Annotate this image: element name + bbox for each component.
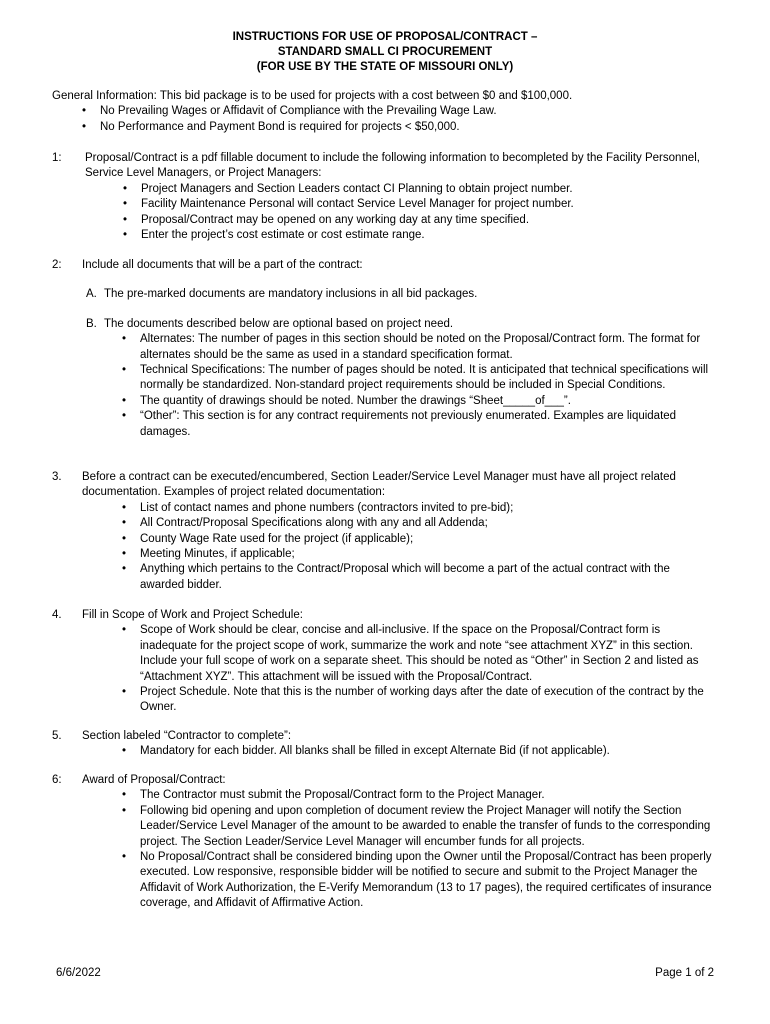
section-body bbox=[82, 729, 714, 760]
list-item: • Meeting Minutes, if applicable; bbox=[116, 547, 714, 562]
list-item: • List of contact names and phone numbers (contractors invited to pre-bid); bbox=[116, 501, 714, 516]
list-item: • Mandatory for each bidder. All blanks shall be filled in except Alternate Bid (if not applicable). bbox=[116, 744, 714, 759]
section-text: Before a contract can be executed/encumbered, Section Leader/Service Level Manager must have all project related documentation. Examples of project related documentation: bbox=[82, 471, 676, 499]
title-line-2: STANDARD SMALL CI PROCUREMENT bbox=[277, 46, 493, 58]
section-body bbox=[82, 608, 714, 716]
list-item: • Project Managers and Section Leaders contact CI Planning to obtain project number. bbox=[117, 182, 714, 197]
section-text: Award of Proposal/Contract: bbox=[82, 774, 226, 786]
subsection-label: A. bbox=[86, 288, 97, 301]
list-item: • Technical Specifications: The number of pages should be noted. It is anticipated that technical specifications will normally be standardized. Non-standard project requirements should be included in Special Conditions. bbox=[116, 363, 714, 394]
list-item: • No Prevailing Wages or Affidavit of Compliance with the Prevailing Wage Law. bbox=[76, 104, 714, 119]
list-item: • No Proposal/Contract shall be considered binding upon the Owner until the Proposal/Contract has been properly executed. Low responsive, responsible bidder will be notified to secure and submit to the Project Manager the Affidavit of Work Authorization, the E-Verify Memorandum (13 to 17 pages), the required certificates of insurance coverage, and Affidavit of Affirmative Action. bbox=[116, 850, 714, 912]
list-item: • Scope of Work should be clear, concise and all-inclusive. If the space on the Proposal/Contract form is inadequate for the project scope of work, summarize the work and note “see attachment XYZ” in this section. Include your full scope of work on a separate sheet. This should be noted as “Other” in Section 2 and listed as “Attachment XYZ”. This attachment will be issued with the Proposal/Contract. bbox=[116, 623, 714, 685]
subsection-label: B. bbox=[86, 317, 97, 330]
section-bullets bbox=[116, 623, 714, 715]
list-item: • Alternates: The number of pages in this section should be noted on the Proposal/Contract form. The format for alternates should be the same as used in a standard specification format. bbox=[116, 332, 714, 363]
section-number: 3. bbox=[52, 471, 62, 483]
list-item: • The quantity of drawings should be noted. Number the drawings “Sheet_____of___”. bbox=[116, 394, 714, 409]
section-bullets bbox=[116, 332, 714, 440]
subsection-text: The pre-marked documents are mandatory inclusions in all bid packages. bbox=[104, 288, 478, 301]
section-number: 5. bbox=[52, 730, 62, 742]
title-line-3: (FOR USE BY THE STATE OF MISSOURI ONLY) bbox=[256, 61, 514, 73]
document-title bbox=[0, 30, 770, 75]
section-number: 2: bbox=[52, 259, 62, 271]
general-information bbox=[52, 89, 714, 135]
section-bullets bbox=[117, 182, 714, 244]
section-body bbox=[82, 773, 714, 912]
list-item: • Proposal/Contract may be opened on any working day at any time specified. bbox=[117, 213, 714, 228]
list-item: • No Performance and Payment Bond is required for projects < $50,000. bbox=[76, 120, 714, 135]
title-line-1: INSTRUCTIONS FOR USE OF PROPOSAL/CONTRACT – bbox=[232, 31, 538, 43]
subsection-a bbox=[82, 287, 714, 302]
section-text: Section labeled “Contractor to complete”: bbox=[82, 730, 292, 742]
section-body bbox=[82, 258, 714, 440]
footer-page-number: Page 1 of 2 bbox=[655, 967, 714, 979]
section-number: 4. bbox=[52, 609, 62, 621]
list-item: • Project Schedule. Note that this is the number of working days after the date of execution of the contract by the Owner. bbox=[116, 685, 714, 716]
footer-date: 6/6/2022 bbox=[56, 967, 101, 979]
section-text: Include all documents that will be a part of the contract: bbox=[82, 259, 363, 271]
list-item: • County Wage Rate used for the project (if applicable); bbox=[116, 532, 714, 547]
subsection-text: The documents described below are optional based on project need. bbox=[104, 317, 454, 330]
general-text: General Information: This bid package is to be used for projects with a cost between $0 and $100,000. bbox=[52, 90, 573, 102]
section-number: 6: bbox=[52, 774, 62, 786]
list-item: • “Other”: This section is for any contract requirements not previously enumerated. Examples are liquidated damages. bbox=[116, 409, 714, 440]
general-bullets bbox=[76, 104, 714, 135]
section-body bbox=[85, 151, 714, 243]
list-item: • The Contractor must submit the Proposal/Contract form to the Project Manager. bbox=[116, 788, 714, 803]
section-body bbox=[82, 470, 714, 593]
list-item: • All Contract/Proposal Specifications along with any and all Addenda; bbox=[116, 516, 714, 531]
section-bullets bbox=[116, 744, 714, 759]
list-item: • Facility Maintenance Personal will contact Service Level Manager for project number. bbox=[117, 197, 714, 212]
section-text: Proposal/Contract is a pdf fillable document to include the following information to becompleted by the Facility Personnel, Service Level Managers, or Project Managers: bbox=[85, 152, 700, 180]
list-item: • Anything which pertains to the Contract/Proposal which will become a part of the actual contract with the awarded bidder. bbox=[116, 562, 714, 593]
section-bullets bbox=[116, 501, 714, 593]
section-bullets bbox=[116, 788, 714, 911]
list-item: • Enter the project’s cost estimate or cost estimate range. bbox=[117, 228, 714, 243]
list-item: • Following bid opening and upon completion of document review the Project Manager will notify the Section Leader/Service Level Manager of the amount to be awarded to enable the transfer of funds to the corresponding project. The Section Leader/Service Level Manager will encumber funds for all projects. bbox=[116, 804, 714, 850]
section-text: Fill in Scope of Work and Project Schedule: bbox=[82, 609, 303, 621]
subsection-b bbox=[82, 317, 714, 332]
section-number: 1: bbox=[52, 152, 62, 164]
